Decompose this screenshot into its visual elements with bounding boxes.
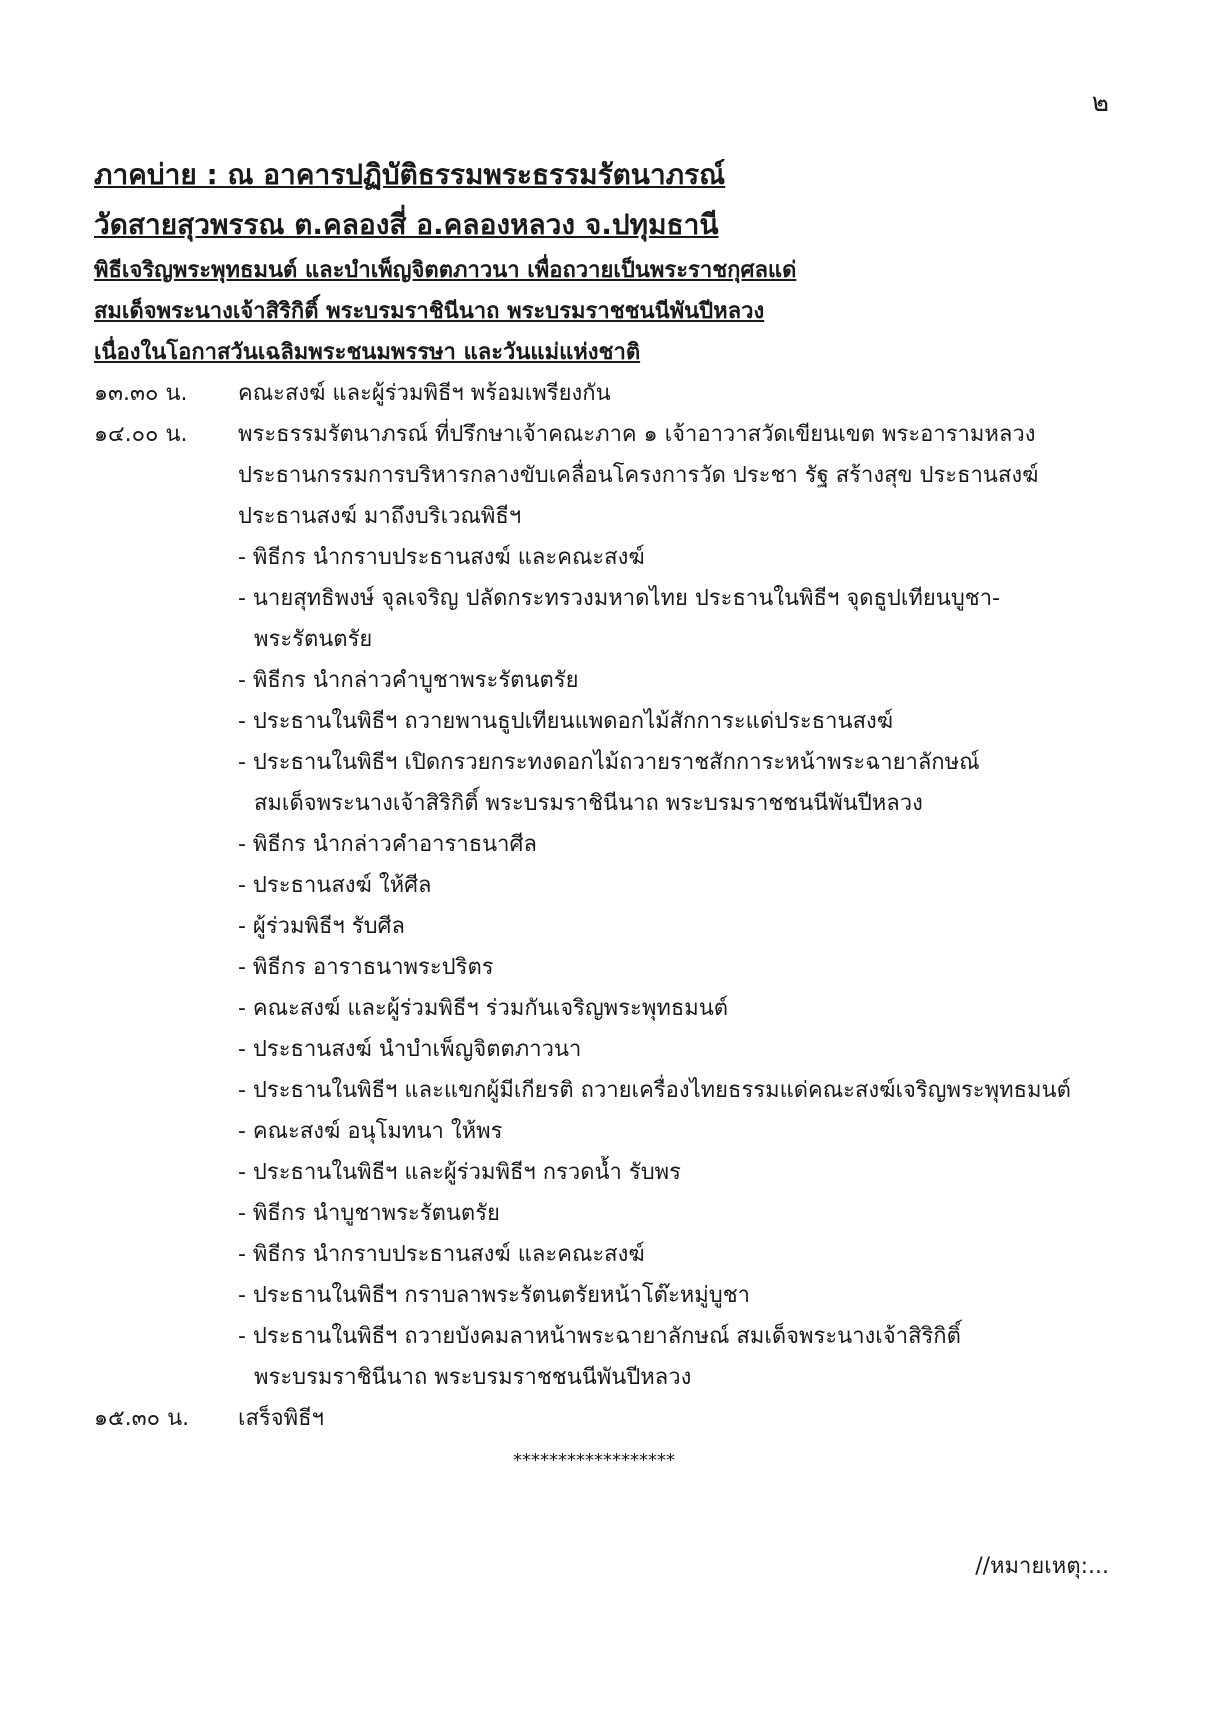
heading-honoree: สมเด็จพระนางเจ้าสิริกิติ์ พระบรมราชินีนาถ พระบรมราชชนนีพันปีหลวง [94, 299, 765, 324]
schedule-description [238, 414, 1124, 537]
schedule-row-2 [94, 414, 1124, 537]
step-item: - ประธานในพิธีฯ และผู้ร่วมพิธีฯ กรวดน้ำ รับพร [238, 1160, 681, 1185]
step-item: - พิธีกร อาราธนาพระปริตร [238, 955, 494, 980]
schedule-time: ๑๕.๓๐ น. [94, 1406, 190, 1431]
step-item: - ประธานสงฆ์ นำบำเพ็ญจิตตภาวนา [238, 1037, 582, 1062]
document-body [94, 150, 1124, 1479]
step-item: - พิธีกร นำบูชาพระรัตนตรัย [238, 1201, 500, 1226]
step-item: - นายสุทธิพงษ์ จุลเจริญ ปลัดกระทรวงมหาดไทย ประธานในพิธีฯ จุดธูปเทียนบูชา- พระรัตนตรัย [238, 578, 1124, 660]
schedule-line: ประธานกรรมการบริหารกลางขับเคลื่อนโครงการวัด ประชา รัฐ สร้างสุข ประธานสงฆ์ [238, 463, 1039, 488]
step-item: - พิธีกร นำกราบประธานสงฆ์ และคณะสงฆ์ [238, 545, 645, 570]
schedule-description [238, 373, 1124, 414]
schedule-line: คณะสงฆ์ และผู้ร่วมพิธีฯ พร้อมเพรียงกัน [238, 381, 611, 406]
page-number: ๒ [1091, 88, 1109, 118]
step-item: - ผู้ร่วมพิธีฯ รับศีล [238, 914, 405, 939]
footnote: //หมายเหตุ:... [975, 1554, 1109, 1579]
schedule-line: เสร็จพิธีฯ [238, 1406, 324, 1431]
schedule-description [238, 1398, 1124, 1439]
step-continuation: พระบรมราชินีนาถ พระบรมราชชนนีพันปีหลวง [254, 1365, 692, 1390]
step-item: - คณะสงฆ์ อนุโมทนา ให้พร [238, 1119, 503, 1144]
schedule-line: ประธานสงฆ์ มาถึงบริเวณพิธีฯ [238, 504, 522, 529]
schedule-row-3 [94, 1398, 1124, 1439]
schedule-time: ๑๓.๓๐ น. [94, 381, 188, 406]
heading-ceremony: พิธีเจริญพระพุทธมนต์ และบำเพ็ญจิตตภาวนา เพื่อถวายเป็นพระราชกุศลแด่ [94, 258, 797, 283]
step-item: - ประธานในพิธีฯ กราบลาพระรัตนตรัยหน้าโต๊ะหมู่บูชา [238, 1283, 751, 1308]
step-item: - ประธานในพิธีฯ และแขกผู้มีเกียรติ ถวายเครื่องไทยธรรมแด่คณะสงฆ์เจริญพระพุทธมนต์ [238, 1078, 1071, 1103]
step-continuation: พระรัตนตรัย [254, 627, 373, 652]
step-item: - พิธีกร นำกล่าวคำอาราธนาศีล [238, 832, 537, 857]
heading-location: ภาคบ่าย : ณ อาคารปฏิบัติธรรมพระธรรมรัตนาภรณ์ [94, 158, 726, 191]
heading-occasion: เนื่องในโอกาสวันเฉลิมพระชนมพรรษา และวันแม่แห่งชาติ [94, 340, 641, 365]
schedule-line: พระธรรมรัตนาภรณ์ ที่ปรึกษาเจ้าคณะภาค ๑ เจ้าอาวาสวัดเขียนเขต พระอารามหลวง [238, 422, 1036, 447]
step-item: - พิธีกร นำกราบประธานสงฆ์ และคณะสงฆ์ [238, 1242, 645, 1267]
step-continuation: สมเด็จพระนางเจ้าสิริกิติ์ พระบรมราชินีนาถ พระบรมราชชนนีพันปีหลวง [254, 791, 923, 816]
ceremony-steps [94, 537, 1124, 1398]
step-item: - ประธานสงฆ์ ให้ศีล [238, 873, 432, 898]
step-item: - คณะสงฆ์ และผู้ร่วมพิธีฯ ร่วมกันเจริญพระพุทธมนต์ [238, 996, 729, 1021]
step-item: - ประธานในพิธีฯ ถวายบังคมลาหน้าพระฉายาลักษณ์ สมเด็จพระนางเจ้าสิริกิติ์ พระบรมราชินีนาถ พระบรมราชชนนีพันปีหลวง [238, 1316, 1124, 1398]
step-item: - พิธีกร นำกล่าวคำบูชาพระรัตนตรัย [238, 668, 579, 693]
schedule-time: ๑๔.๐๐ น. [94, 422, 188, 447]
separator: ****************** [513, 1450, 675, 1471]
step-item: - ประธานในพิธีฯ ถวายพานธูปเทียนแพดอกไม้สักการะแด่ประธานสงฆ์ [238, 709, 894, 734]
step-item: - ประธานในพิธีฯ เปิดกรวยกระทงดอกไม้ถวายราชสักการะหน้าพระฉายาลักษณ์ สมเด็จพระนางเจ้าสิริกิติ์ พระบรมราชินีนาถ พระบรมราชชนนีพันปีหลวง [238, 742, 1124, 824]
heading-temple: วัดสายสุวพรรณ ต.คลองสี่ อ.คลองหลวง จ.ปทุมธานี [94, 208, 719, 241]
schedule-row-1 [94, 373, 1124, 414]
